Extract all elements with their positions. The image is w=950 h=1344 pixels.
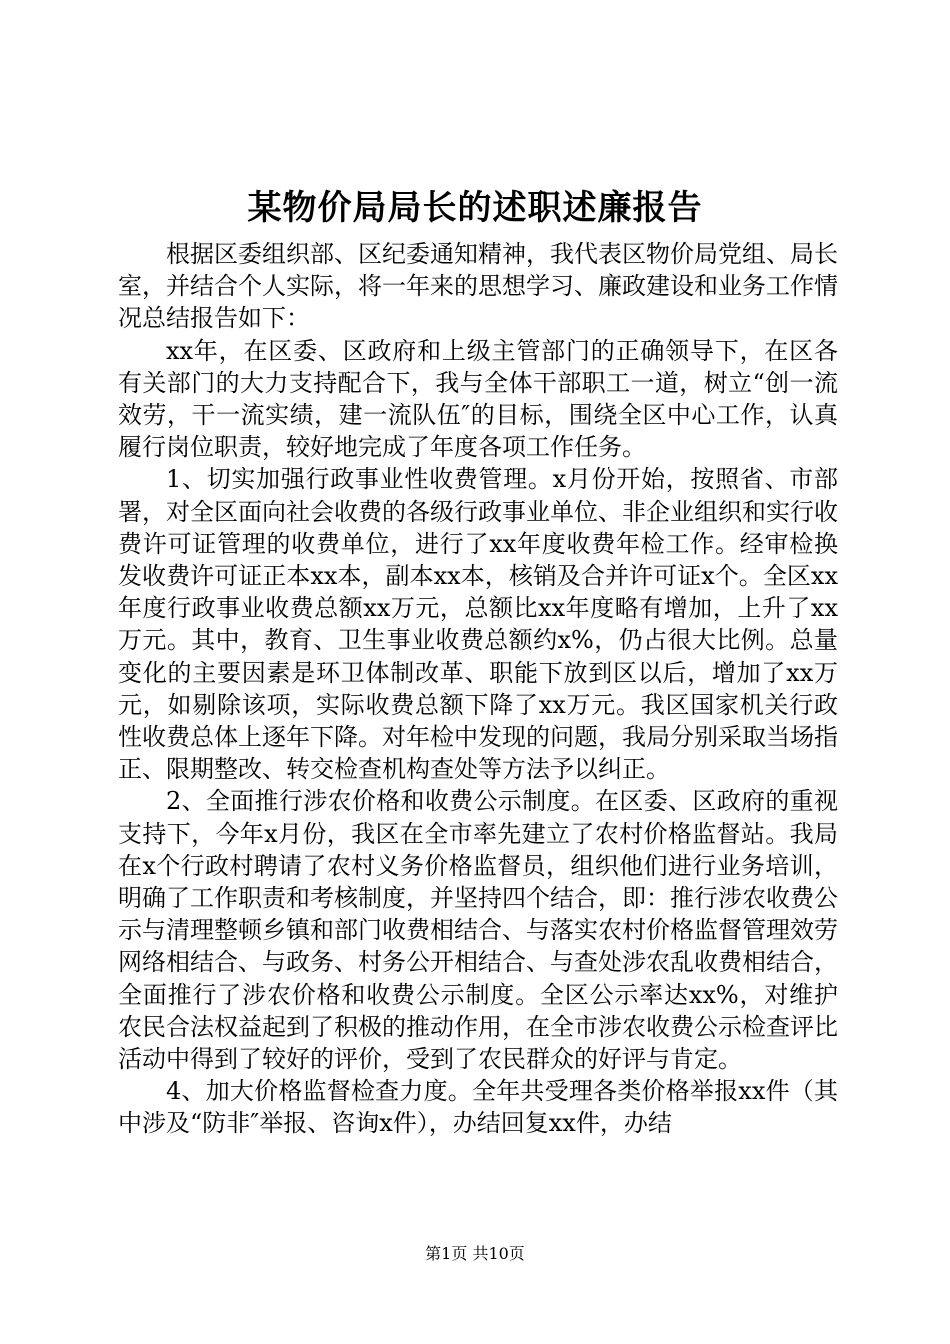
paragraph-intro: 根据区委组织部、区纪委通知精神，我代表区物价局党组、局长室，并结合个人实际，将一年来的思想学习、廉政建设和业务工作情况总结报告如下： <box>118 240 838 333</box>
document-body <box>118 238 838 1140</box>
paragraph-summary: xx年，在区委、区政府和上级主管部门的正确领导下，在区各有关部门的大力支持配合下，我与全体干部职工一道，树立“创一流效劳，干一流实绩，建一流队伍″的目标，围绕全区中心工作，认真履行岗位职责，较好地完成了年度各项工作任务。 <box>118 336 838 462</box>
paragraph-item-1: 1、切实加强行政事业性收费管理。x月份开始，按照省、市部署，对全区面向社会收费的各级行政事业单位、非企业组织和实行收费许可证管理的收费单位，进行了xx年度收费年检工作。经审检换发收费许可证正本xx本，副本xx本，核销及合并许可证x个。全区xx年度行政事业收费总额xx万元，总额比xx年度略有增加，上升了xx万元。其中，教育、卫生事业收费总额约x%，仍占很大比例。总量变化的主要因素是环卫体制改革、职能下放到区以后，增加了xx万元，如剔除该项，实际收费总额下降了xx万元。我区国家机关行政性收费总体上逐年下降。对年检中发现的问题，我局分别采取当场指正、限期整改、转交检查机构查处等方法予以纠正。 <box>118 465 838 784</box>
paragraph-item-2: 2、全面推行涉农价格和收费公示制度。在区委、区政府的重视支持下，今年x月份，我区在全市率先建立了农村价格监督站。我局在x个行政村聘请了农村义务价格监督员，组织他们进行业务培训，明确了工作职责和考核制度，并坚持四个结合，即：推行涉农收费公示与清理整顿乡镇和部门收费相结合、与落实农村价格监督管理效劳网络相结合、与政务、村务公开相结合、与查处涉农乱收费相结合，全面推行了涉农价格和收费公示制度。全区公示率达xx%，对维护农民合法权益起到了积极的推动作用，在全市涉农收费公示检查评比活动中得到了较好的评价，受到了农民群众的好评与肯定。 <box>118 787 838 1074</box>
page-footer: 第1页 共10页 <box>425 1244 525 1263</box>
paragraph-item-4: 4、加大价格监督检查力度。全年共受理各类价格举报xx件（其中涉及“防非″举报、咨询x件），办结回复xx件，办结 <box>118 1077 838 1138</box>
document-title: 某物价局局长的述职述廉报告 <box>247 188 703 228</box>
